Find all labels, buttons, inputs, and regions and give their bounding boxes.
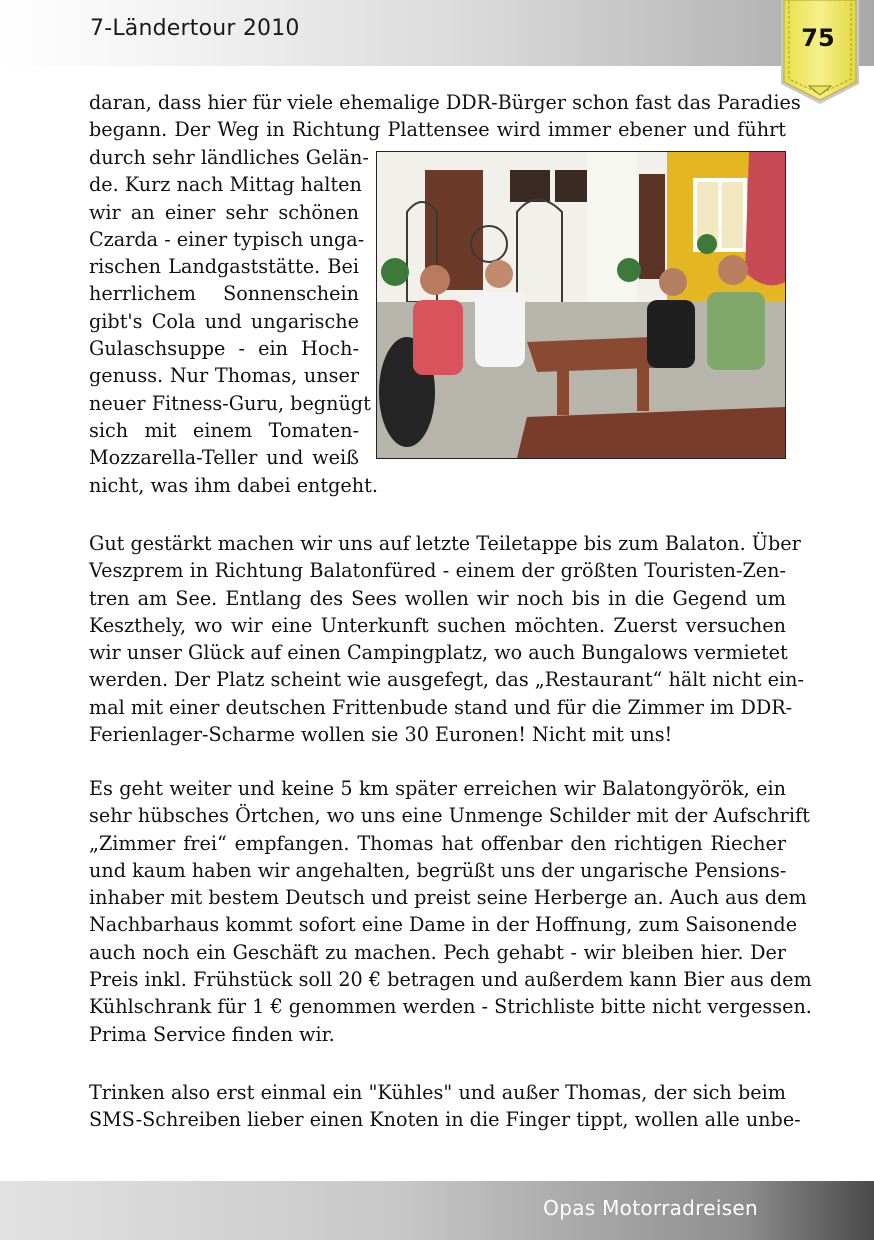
photo-image <box>377 152 785 458</box>
text-line: „Zimmer frei“ empfangen. Thomas hat offenbar den richtigen Riecher <box>89 831 786 855</box>
footer-label: Opas Motorradreisen <box>543 1196 758 1220</box>
text-line: werden. Der Platz scheint wie ausgefegt, das „Restaurant“ hält nicht ein- <box>89 668 804 692</box>
text-line: rischen Landgaststätte. Bei <box>89 255 359 279</box>
text-line: Mozzarella-Teller und weiß <box>89 446 359 470</box>
text-line: neuer Fitness-Guru, begnügt <box>89 391 371 415</box>
text-line: Ferienlager-Scharme wollen sie 30 Euronen! Nicht mit uns! <box>89 723 673 747</box>
text-line: sich mit einem Tomaten- <box>89 418 359 442</box>
text-line: herrlichem Sonnenschein <box>89 282 359 306</box>
header-title: 7-Ländertour 2010 <box>90 16 300 41</box>
text-line: daran, dass hier für viele ehemalige DDR-Bürger schon fast das Paradies <box>89 91 801 114</box>
text-line: auch noch ein Geschäft zu machen. Pech gehabt - wir bleiben hier. Der <box>89 940 786 964</box>
wrapped-paragraph <box>89 144 378 499</box>
text-line: Czarda - einer typisch unga- <box>89 227 365 251</box>
text-line: Es geht weiter und keine 5 km später erreichen wir Balatongyörök, ein <box>89 777 786 800</box>
text-line: gibt's Cola und ungarische <box>89 309 359 333</box>
text-line: tren am See. Entlang des Sees wollen wir noch bis in die Gegend um <box>89 586 786 610</box>
paragraph-3 <box>89 775 812 1048</box>
text-line: inhaber mit bestem Deutsch und preist seine Herberge an. Auch aus dem <box>89 886 807 910</box>
text-line: SMS-Schreiben lieber einen Knoten in die Finger tippt, wollen alle unbe- <box>89 1108 801 1132</box>
text-line: nicht, was ihm dabei entgeht. <box>89 473 378 497</box>
text-line: Preis inkl. Frühstück soll 20 € betragen und außerdem kann Bier aus dem <box>89 968 812 992</box>
text-line: wir an einer sehr schönen <box>89 200 359 224</box>
text-line: mal mit einer deutschen Frittenbude stand und für die Zimmer im DDR- <box>89 695 793 719</box>
text-line: genuss. Nur Thomas, unser <box>89 364 359 388</box>
text-line: sehr hübsches Örtchen, wo uns eine Unmenge Schilder mit der Aufschrift <box>89 804 810 828</box>
paragraph-4 <box>89 1079 801 1134</box>
text-line: Trinken also erst einmal ein "Kühles" und außer Thomas, der sich beim <box>89 1081 786 1104</box>
text-line: Kühlschrank für 1 € genommen werden - Strichliste bitte nicht vergessen. <box>89 995 812 1019</box>
text-line: Gulaschsuppe - ein Hoch- <box>89 337 359 361</box>
page-footer <box>0 1181 874 1240</box>
text-line: Veszprem in Richtung Balatonfüred - einem der größten Touristen-Zen- <box>89 559 786 583</box>
text-line: Prima Service finden wir. <box>89 1022 335 1046</box>
page-number: 75 <box>801 24 835 52</box>
text-line: begann. Der Weg in Richtung Plattensee wird immer ebener und führt <box>89 118 786 142</box>
text-line: und kaum haben wir angehalten, begrüßt uns der ungarische Pensions- <box>89 858 787 882</box>
text-line: Nachbarhaus kommt sofort eine Dame in der Hoffnung, zum Saisonende <box>89 913 798 937</box>
text-line: wir unser Glück auf einen Campingplatz, wo auch Bungalows vermietet <box>89 641 788 665</box>
text-line: Gut gestärkt machen wir uns auf letzte Teiletappe bis zum Balaton. Über <box>89 532 801 555</box>
paragraph-2 <box>89 530 804 748</box>
text-line: Keszthely, wo wir eine Unterkunft suchen möchten. Zuerst versuchen <box>89 613 786 637</box>
page-header <box>0 0 874 66</box>
text-line: de. Kurz nach Mittag halten <box>89 173 362 197</box>
restaurant-photo <box>376 151 786 459</box>
intro-paragraph <box>89 89 801 144</box>
text-line: durch sehr ländliches Gelän- <box>89 146 369 169</box>
